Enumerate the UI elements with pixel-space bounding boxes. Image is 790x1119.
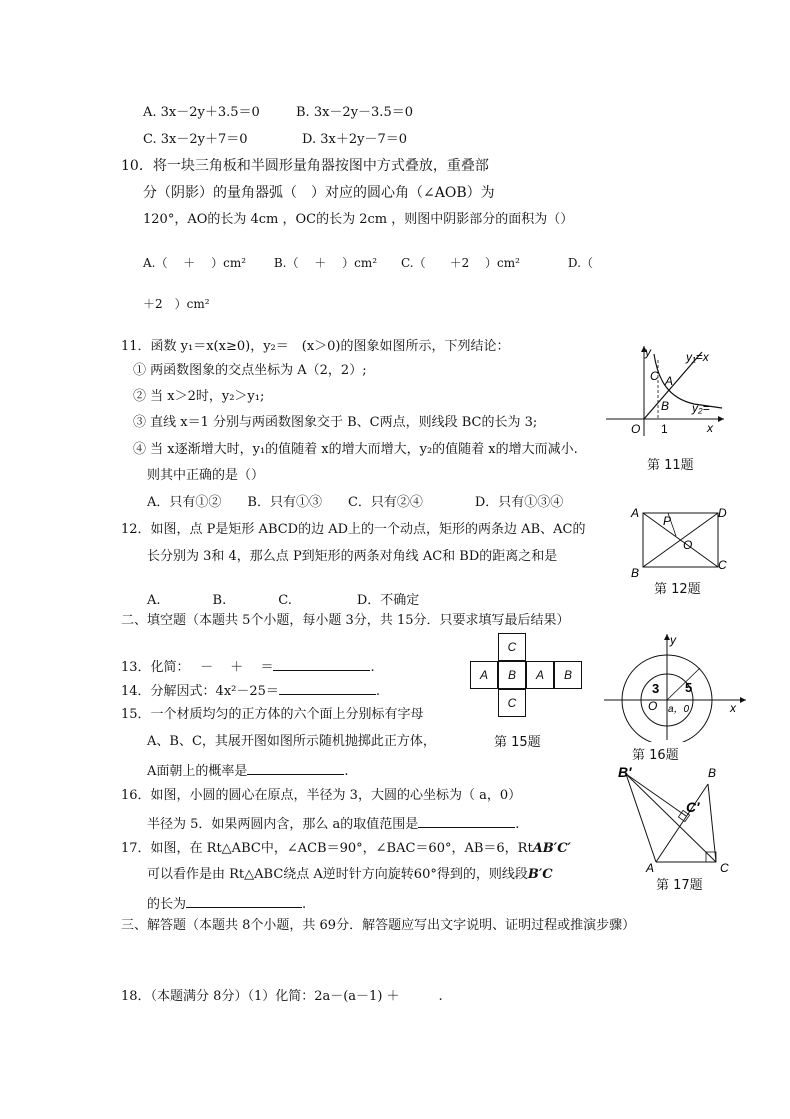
q16-text: 半径为 5．如果两圆内含，那么 a的取值范围是 [147, 817, 419, 832]
q9-option-b: B. 3x－2y－3.5＝0 [296, 105, 413, 120]
q12-label-o: O [683, 538, 693, 552]
q17-text-1: 17．如图，在 Rt△ABC中，∠ACB＝90°，∠BAC＝60°，AB＝6，Rt [121, 841, 533, 856]
q16-line-1: 16．如图，小圆的圆心在原点，半径为 3，大圆的心坐标为（ a，0） [121, 788, 522, 803]
q10-line-1: 10．将一块三角板和半圆形量角器按图中方式叠放，重叠部 [121, 158, 489, 174]
q15-line-2: A、B、C，其展开图如图所示随机抛掷此正方体， [147, 734, 436, 749]
q16-label-y: y [670, 633, 676, 647]
q14-end: . [375, 684, 381, 699]
section-3-heading: 三、解答题（本题共 8个小题，共 69分．解答题应写出文字说明、证明过程或推演步骤） [121, 918, 636, 933]
net-face-row-3: A [526, 661, 554, 689]
q17-label-b: B [708, 766, 717, 780]
q13-answer-blank[interactable] [273, 656, 370, 671]
q11-label-y1: y₁=x [686, 350, 709, 364]
q12-label-d: D [718, 506, 727, 520]
q10-options: A.（ ＋ ）cm² B.（ ＋ ）cm² C.（ ＋2 ）cm² D.（ [143, 256, 593, 270]
q11-conclusion-2: ② 当 x＞2时，y₂＞y₁; [133, 389, 265, 404]
q17-answer-blank[interactable] [186, 893, 302, 908]
net-face-top: C [498, 633, 526, 661]
q12-figure-caption: 第 12题 [654, 582, 701, 597]
q17-label-cprime: C′ [686, 799, 700, 815]
q10-options-continued: ＋2 ）cm² [143, 297, 210, 311]
q12-label-c: C [718, 558, 727, 572]
q17-line-2 [147, 866, 553, 884]
q12-label-a: A [631, 506, 640, 520]
q13-line [121, 656, 375, 677]
q11-label-b: B [661, 399, 670, 413]
q11-label-o: O [631, 422, 641, 436]
q16-label-x: x [730, 701, 736, 715]
net-face-bottom: C [498, 689, 526, 717]
q11-label-a: A [665, 374, 674, 388]
q16-label-three: 3 [652, 681, 660, 696]
q11-conclusion-4: ④ 当 x逐渐增大时，y₁的值随着 x的增大而增大，y₂的值随着 x的增大而减小. [133, 442, 578, 457]
q12-label-p: P [663, 514, 672, 528]
q11-label-c: C [650, 369, 659, 383]
q9-option-a: A. 3x－2y＋3.5＝0 [143, 105, 260, 120]
q15-answer-blank[interactable] [247, 760, 344, 775]
q11-label-y: y [645, 345, 651, 359]
q10-line-3: 120°，AO的长为 4cm ，OC的长为 2cm ，则图中阴影部分的面积为（） [143, 212, 574, 227]
q12-line-1: 12．如图，点 P是矩形 ABCD的边 AD上的一个动点，矩形的两条边 AB、AC的 [121, 522, 586, 537]
q17-end: . [302, 897, 307, 912]
q17-line-1 [121, 840, 571, 858]
q12-line-2: 长分别为 3和 4，那么点 P到矩形的两条对角线 AC和 BD的距离之和是 [147, 549, 558, 564]
q17-label-c: C [720, 861, 729, 874]
net-face-row-1: A [470, 661, 498, 689]
q11-ask: 则其中正确的是（） [147, 468, 265, 483]
q17-segment-name: B′C [527, 867, 553, 882]
q16-circles-figure [600, 630, 750, 742]
q17-text-3: 的长为 [147, 897, 187, 912]
q16-label-a0: a，0 [668, 704, 690, 715]
q9-option-d: D. 3x＋2y－7＝0 [302, 132, 407, 147]
q9-option-c: C. 3x－2y＋7＝0 [143, 132, 248, 147]
q14-answer-blank[interactable] [279, 680, 376, 695]
q17-line-3 [147, 893, 306, 914]
q16-figure-caption: 第 16题 [632, 748, 679, 763]
q11-options: A．只有①② B．只有①③ C．只有②④ D．只有①③④ [147, 495, 564, 510]
q16-line-2 [147, 813, 519, 834]
q14-line [121, 680, 380, 701]
section-2-heading: 二、填空题（本题共 5个小题，每小题 3分，共 15分．只要求填写最后结果） [121, 613, 570, 628]
q16-label-o: O [648, 699, 658, 713]
q17-figure-caption: 第 17题 [656, 878, 703, 893]
q11-conclusion-1: ① 两函数图象的交点坐标为 A（2，2）; [133, 363, 367, 378]
q16-label-five: 5 [685, 680, 693, 695]
q14-text: 14．分解因式：4x²－25＝ [121, 684, 279, 699]
q10-line-2: 分（阴影）的量角器弧（ ）对应的圆心角（∠AOB）为 [143, 185, 495, 201]
q15-figure-caption: 第 15题 [494, 735, 541, 750]
q17-rotation-figure [616, 762, 734, 874]
q12-rectangle-figure [626, 503, 730, 577]
q17-triangle-name: AB′C′ [532, 841, 571, 856]
q13-end: . [370, 660, 375, 675]
q17-label-a: A [646, 861, 655, 874]
q11-label-x: x [707, 421, 713, 435]
q15-line-3 [147, 760, 349, 781]
net-face-row-4: B [554, 661, 582, 689]
net-face-row-2: B [498, 661, 526, 689]
q18-line: 18．（本题满分 8分）（1）化简：2a－(a－1) ＋ . [121, 989, 443, 1004]
q16-answer-blank[interactable] [418, 813, 515, 828]
q17-text-2: 可以看作是由 Rt△ABC绕点 A逆时针方向旋转60°得到的，则线段 [147, 867, 528, 882]
q12-options: A. B. C. D．不确定 [147, 593, 420, 608]
q17-label-bprime: B′ [618, 764, 632, 780]
q11-label-y2: y₂= [692, 401, 710, 415]
q11-function-graph [598, 340, 728, 440]
q11-figure-caption: 第 11题 [647, 458, 694, 473]
q11-stem: 11．函数 y₁＝x(x≥0)，y₂＝ (x＞0)的图象如图所示，下列结论： [121, 339, 510, 354]
q15-line-1: 15．一个材质均匀的正方体的六个面上分别标有字母 [121, 707, 424, 722]
q15-text: A面朝上的概率是 [147, 764, 248, 779]
q12-label-b: B [631, 566, 640, 577]
q15-end: . [344, 764, 349, 779]
q11-conclusion-3: ③ 直线 x＝1 分别与两函数图象交于 B、C两点，则线段 BC的长为 3; [133, 415, 538, 430]
q13-text: 13．化简： － ＋ ＝ [121, 660, 274, 675]
q16-end: . [515, 817, 520, 832]
q11-label-one: 1 [661, 422, 668, 436]
